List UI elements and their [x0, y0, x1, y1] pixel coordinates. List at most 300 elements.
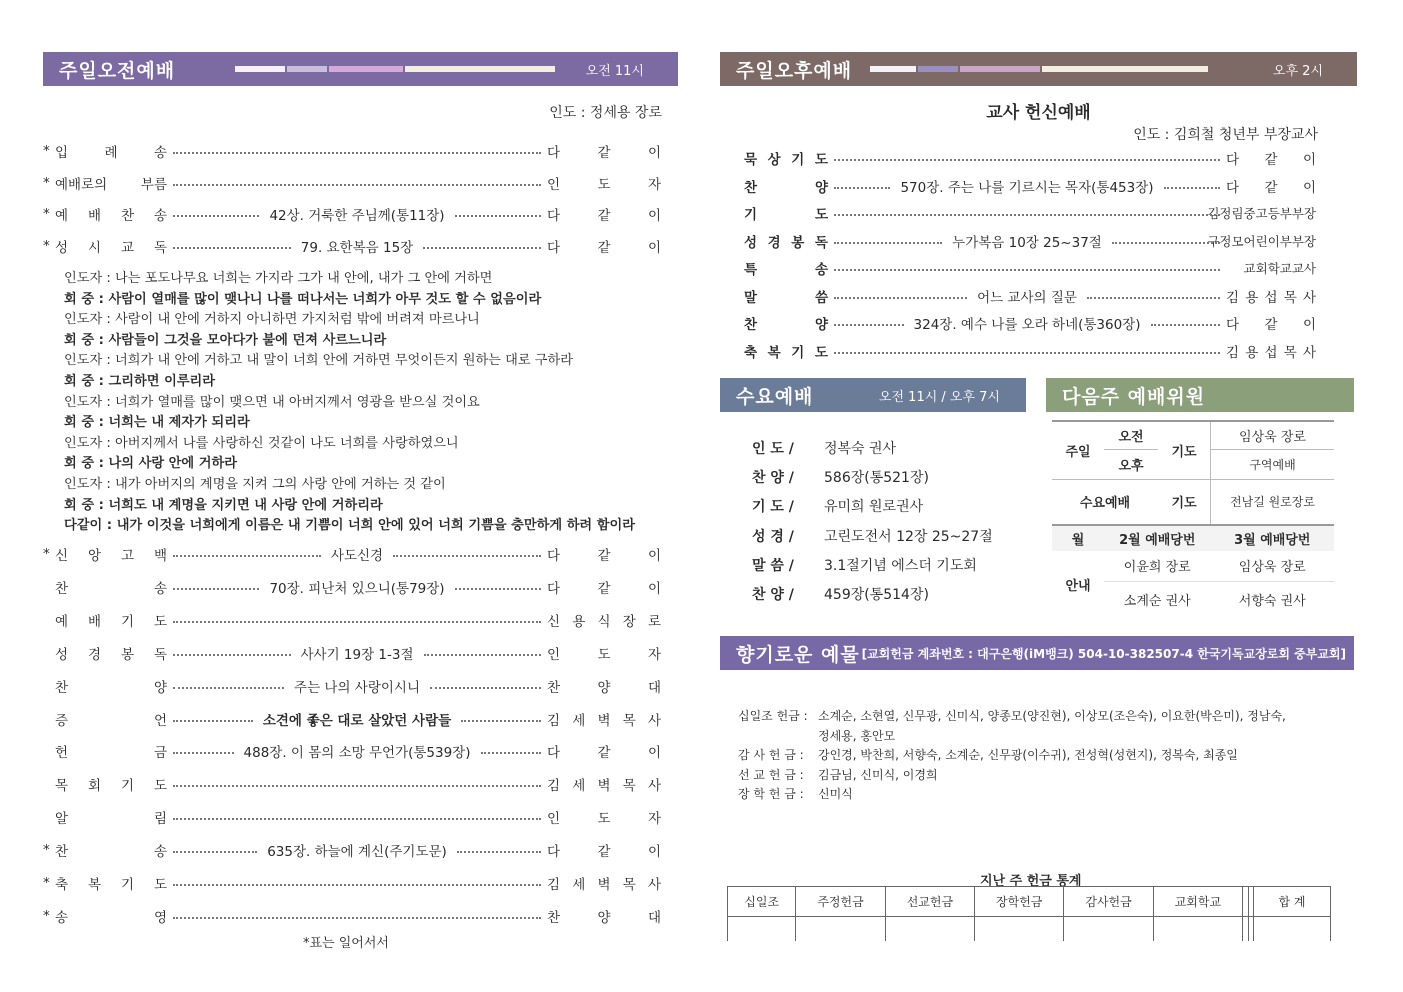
item-label-char: 기: [120, 778, 135, 795]
item-label-char: 도: [814, 152, 828, 168]
item-person: [547, 173, 661, 193]
item-person-char: 세: [572, 877, 586, 893]
item-label: [55, 807, 167, 827]
item-person-char: 같: [597, 208, 611, 224]
item-person-char: 다: [1226, 317, 1240, 333]
item-person-char: 찬: [547, 679, 561, 696]
item-label-char: 배: [87, 208, 102, 224]
item-person-char: 이: [647, 548, 661, 564]
stats-value-cell: [796, 917, 885, 941]
item-person-char: 다: [547, 745, 561, 762]
header-stripe-3: [329, 66, 403, 72]
dotted-leader: [455, 588, 541, 590]
item-person-char: 목: [622, 712, 636, 729]
afternoon-order-item: [744, 258, 1316, 278]
item-person: [1226, 313, 1316, 333]
item-label-char: 도: [814, 207, 828, 223]
wednesday-row-value: 3.1절기념 에스더 기도회: [824, 557, 977, 574]
order-item: [43, 236, 661, 256]
offering-names: 김금님, 신미식, 이경희: [818, 767, 938, 782]
header-stripe-3: [960, 66, 1040, 72]
item-person-char: 식: [597, 613, 611, 630]
responsive-line: [64, 349, 573, 368]
item-person-char: 사: [647, 877, 661, 893]
reading-text: 나의 사랑 안에 거하라: [108, 456, 237, 472]
item-label-char: 봉: [791, 234, 805, 251]
item-person-char: 김: [1226, 344, 1240, 361]
offering-names: 강인경, 박찬희, 서향숙, 소계순, 신무광(이수귀), 전성혁(성현지), 정복숙, 최종일: [818, 748, 1238, 763]
item-label-char: 성: [744, 234, 758, 251]
month-label: 월: [1052, 525, 1104, 551]
item-label-char: 예: [55, 208, 69, 224]
item-person: [547, 544, 661, 564]
item-person-char: 같: [1264, 152, 1278, 168]
item-person: [1226, 176, 1316, 196]
afternoon-order-item: [744, 313, 1316, 333]
offering-type-label: 감 사 헌 금 :: [738, 748, 804, 763]
item-person-char: 같: [597, 145, 611, 161]
dotted-leader: [173, 851, 257, 853]
reading-text: 사람이 내 안에 거하지 아니하면 가지처럼 밖에 버려져 마르나니: [115, 312, 480, 328]
item-label-char: 영: [153, 909, 167, 926]
afternoon-leader: 인도 : 김희철 청년부 부장교사: [1133, 127, 1318, 143]
reading-text: 내가 아버지의 계명을 지켜 그의 사랑 안에 거하는 것 같이: [115, 477, 446, 492]
item-detail: 소견에 좋은 대로 살았던 사람들: [262, 712, 452, 729]
item-label-char: 복: [767, 344, 781, 361]
item-detail: 79. 요한복음 15장: [300, 239, 414, 256]
reading-text: 내가 이것을 너희에게 이름은 내 기쁨이 너희 안에 있어 너희 기쁨을 충만하게 하려 함이라: [116, 518, 635, 534]
item-label-char: 기: [791, 344, 805, 361]
item-label-char: 경: [767, 234, 781, 251]
prayer-label: 기도: [1158, 421, 1211, 479]
stats-header-cell: 교회학교: [1153, 887, 1242, 917]
standing-mark: *: [43, 237, 50, 254]
item-person-char: 자: [647, 811, 661, 828]
order-item: [43, 676, 661, 696]
order-item: [43, 807, 661, 827]
dotted-leader: [461, 720, 541, 722]
wednesday-row-value: 정복숙 권사: [824, 441, 897, 457]
item-label-char: 찬: [744, 179, 758, 196]
afternoon-subtitle: 교사 헌신예배: [986, 103, 1091, 123]
item-label-char: 기: [744, 207, 758, 223]
item-person-char: 찬: [547, 909, 561, 926]
item-label-char: 회: [87, 778, 102, 795]
item-label: [55, 906, 167, 926]
speaker-label: 인도자 :: [64, 477, 116, 492]
next-week-title: 다음주 예배위원: [1062, 385, 1206, 408]
item-detail: 42상. 거룩한 주님께(통11장): [269, 208, 445, 224]
wednesday-row-label: 기 도 /: [752, 499, 794, 516]
dotted-leader: [1164, 187, 1220, 189]
item-person-char: 용: [1245, 289, 1259, 306]
item-person: [547, 840, 661, 860]
morning-service-header: [43, 52, 678, 86]
stats-value-cell: [975, 917, 1064, 941]
item-label-char: 송: [814, 262, 828, 278]
item-person: [547, 676, 661, 696]
afternoon-service-time: 오후 2시: [1272, 63, 1323, 79]
item-person-char: 김: [1226, 289, 1240, 306]
dotted-leader: [430, 687, 541, 689]
am-label: 오전: [1104, 421, 1158, 449]
item-detail: 70장. 피난처 있으니(통79장): [269, 580, 445, 597]
wednesday-row: [752, 438, 896, 458]
item-label-char: 성: [55, 646, 69, 663]
item-person-char: 벽: [597, 877, 611, 893]
wednesday-row-value: 586장(통521장): [824, 470, 929, 487]
stats-header-cell: 장학헌금: [975, 887, 1064, 917]
item-person-char: 목: [622, 877, 636, 893]
dotted-leader: [173, 621, 541, 623]
responsive-line: [64, 514, 635, 533]
item-label-char: 찬: [120, 208, 135, 224]
item-detail: 어느 교사의 질문: [977, 289, 1077, 306]
item-label: [55, 173, 167, 193]
speaker-label: 회 중 :: [64, 497, 109, 513]
dotted-leader: [1112, 242, 1220, 244]
item-label-char: 양: [153, 679, 167, 696]
item-person-char: 이: [647, 844, 661, 861]
dotted-leader: [393, 555, 541, 557]
reading-text: 사람들이 그것을 모아다가 불에 던져 사르느니라: [108, 332, 387, 348]
standing-footnote: *표는 일어서서: [303, 936, 389, 951]
order-item: [43, 173, 661, 193]
item-person: [547, 906, 661, 926]
item-label-char: 부름: [140, 176, 167, 193]
item-person-char: 세: [572, 712, 586, 729]
item-person-char: 양: [597, 679, 611, 696]
item-label-char: 양: [814, 317, 828, 333]
item-label: [744, 176, 828, 196]
item-person-char: 세: [572, 778, 586, 795]
offering-stats-title: 지난 주 헌금 통계: [980, 874, 1082, 889]
wednesday-row-label: 성 경 /: [752, 528, 794, 545]
item-person-char: 양: [597, 909, 611, 926]
speaker-label: 회 중 :: [64, 415, 109, 431]
guide-label: 안내: [1065, 578, 1091, 594]
item-label-char: 씀: [814, 289, 828, 306]
stats-header-cell: 합 계: [1254, 887, 1331, 917]
dotted-leader: [481, 752, 542, 754]
reading-text: 너희도 내 계명을 지키면 내 사랑 안에 거하리라: [108, 497, 383, 513]
item-label-char: 기: [120, 613, 135, 630]
stats-value-cell: [728, 917, 796, 941]
item-label-char: 축: [744, 344, 758, 361]
item-label-char: 독: [814, 234, 828, 251]
wednesday-row: [752, 526, 993, 546]
offering-header: [720, 636, 1354, 670]
item-label-char: 예: [55, 613, 69, 630]
item-label: [55, 840, 167, 860]
responsive-line: [64, 370, 215, 389]
item-label-char: 독: [153, 646, 167, 663]
dotted-leader: [455, 215, 541, 217]
dotted-leader: [173, 720, 253, 722]
dotted-leader: [173, 687, 284, 689]
item-label-char: 증: [55, 712, 69, 729]
item-person-char: 벽: [597, 712, 611, 729]
order-item: [43, 544, 661, 564]
wednesday-service-header: [720, 378, 1026, 412]
item-detail: 570장. 주는 나를 기르시는 목자(통453장): [900, 179, 1154, 196]
standing-mark: *: [43, 546, 50, 562]
wednesday-row: [752, 467, 929, 487]
dotted-leader: [834, 269, 1220, 271]
item-person-char: 김: [547, 712, 561, 729]
item-label-char: 림: [153, 811, 167, 828]
reading-text: 너희가 열매를 많이 맺으면 내 아버지께서 영광을 받으실 것이요: [115, 394, 480, 410]
dotted-leader: [457, 851, 541, 853]
speaker-label: 회 중 :: [64, 456, 109, 472]
dotted-leader: [173, 152, 541, 154]
stats-value-cell: [1064, 917, 1153, 941]
mar-guide-1: 임상욱 장로: [1211, 551, 1335, 581]
next-week-header: [1046, 378, 1354, 412]
item-person-char: 이: [647, 239, 661, 256]
dotted-leader: [173, 752, 234, 754]
responsive-line: [64, 432, 459, 451]
item-person-char: 도: [597, 176, 611, 193]
pm-label: 오후: [1118, 458, 1144, 474]
morning-service-title: 주일오전예배: [59, 59, 176, 82]
item-person: 김정림중고등부부장: [1207, 206, 1316, 221]
item-label-char: 알: [55, 811, 69, 828]
item-detail: 누가복음 10장 25~37절: [952, 234, 1102, 251]
morning-service-time: 오전 11시: [585, 63, 644, 79]
dotted-leader: [1087, 297, 1220, 299]
item-person-char: 장: [622, 613, 636, 630]
item-label: [55, 676, 167, 696]
responsive-line: [64, 267, 492, 286]
afternoon-service-title: 주일오후예배: [736, 59, 853, 82]
standing-mark: *: [43, 174, 50, 191]
item-label: [55, 709, 167, 729]
item-label-char: 앙: [87, 548, 102, 564]
dotted-leader: [423, 247, 541, 249]
item-person-char: 대: [647, 679, 661, 696]
morning-leader: 인도 : 정세용 장로: [549, 105, 662, 121]
offering-names: 정세용, 홍안모: [818, 728, 896, 743]
item-label-char: 입: [55, 145, 69, 161]
item-person-char: 벽: [597, 778, 611, 795]
item-label-char: 도: [153, 778, 167, 795]
offering-names: 신미식: [818, 787, 853, 802]
stats-value-cell: [885, 917, 974, 941]
responsive-line: [64, 411, 250, 430]
stats-header-cell: 주정헌금: [796, 887, 885, 917]
afternoon-order-item: [744, 203, 1316, 223]
item-label-char: 봉: [120, 646, 135, 663]
item-person-char: 용: [572, 613, 586, 630]
offering-line: [738, 707, 1286, 724]
wednesday-service-title: 수요예배: [736, 385, 814, 408]
item-label: [55, 236, 167, 256]
wednesday-row-value: 459장(통514장): [824, 587, 929, 603]
item-label-char: 금: [153, 745, 167, 762]
dotted-leader: [173, 588, 259, 590]
item-person-char: 섭: [1264, 344, 1278, 361]
item-person-char: 같: [1264, 317, 1278, 333]
item-label-char: 기: [120, 877, 135, 893]
item-person: [547, 643, 661, 663]
dotted-leader: [173, 215, 259, 217]
pm-prayer-person: 구역예배: [1211, 449, 1335, 479]
order-item: [43, 709, 661, 729]
wednesday-row-label: 인 도 /: [752, 441, 794, 457]
item-label: [744, 341, 828, 361]
afternoon-order-item: [744, 176, 1316, 196]
order-item: [43, 774, 661, 794]
item-label-char: 축: [55, 877, 69, 893]
item-label-char: 상: [767, 152, 781, 168]
item-person-char: 섭: [1264, 289, 1278, 306]
item-person: [547, 774, 661, 794]
item-label: [55, 141, 167, 161]
item-label: [55, 741, 167, 761]
item-person-char: 도: [597, 811, 611, 828]
item-person-char: 사: [647, 712, 661, 729]
speaker-label: 인도자 :: [64, 394, 116, 410]
responsive-line: [64, 473, 446, 492]
item-label-char: 찬: [744, 317, 758, 333]
item-person-char: 이: [647, 580, 661, 597]
item-person-char: 이: [1302, 317, 1316, 333]
speaker-label: 회 중 :: [64, 291, 109, 307]
order-item: [43, 643, 661, 663]
item-label-char: 찬: [55, 679, 69, 696]
dotted-leader: [834, 242, 942, 244]
speaker-label: 인도자 :: [64, 353, 116, 369]
item-label-char: 독: [153, 239, 167, 256]
header-stripe-4: [405, 66, 555, 72]
stats-header-row: [728, 887, 1331, 917]
item-person-char: 같: [597, 548, 611, 564]
item-person-char: 목: [1283, 344, 1297, 361]
item-detail: 사도신경: [330, 548, 384, 564]
feb-guide-2: 소계순 권사: [1123, 593, 1191, 609]
item-person: [1226, 286, 1316, 306]
order-item: [43, 741, 661, 761]
standing-mark: *: [43, 206, 50, 222]
wednesday-row: [752, 496, 923, 516]
dotted-leader: [1151, 324, 1221, 326]
item-person-char: 사: [1302, 344, 1316, 361]
item-label-char: 묵: [744, 152, 758, 168]
item-label-char: 기: [791, 152, 805, 168]
item-label: [55, 577, 167, 597]
next-week-committee-table: [1052, 420, 1334, 617]
wednesday-service-time: 오전 11시 / 오후 7시: [878, 389, 1000, 405]
afternoon-order-item: [744, 286, 1316, 306]
feb-guide-1: 이윤희 장로: [1104, 551, 1211, 581]
item-person-char: 같: [597, 580, 611, 597]
item-label: [744, 286, 828, 306]
item-label-char: 특: [744, 262, 758, 278]
item-person: 교회학교교사: [1243, 261, 1316, 276]
item-detail: 635장. 하늘에 계신(주기도문): [267, 844, 447, 861]
item-label-char: 도: [153, 613, 167, 630]
item-person-char: 인: [547, 176, 561, 193]
wednesday-row: [752, 555, 977, 575]
am-prayer-person: 임상욱 장로: [1211, 421, 1335, 449]
item-person: [547, 141, 661, 161]
header-stripe-2: [918, 66, 958, 72]
item-label-char: 백: [153, 548, 167, 564]
wednesday-label: 수요예배: [1052, 479, 1158, 525]
reading-text: 너희는 내 제자가 되리라: [108, 415, 250, 431]
item-label-char: 송: [153, 580, 167, 597]
dotted-leader: [834, 352, 1220, 354]
responsive-line: [64, 391, 480, 410]
item-person-char: 이: [1302, 152, 1316, 168]
item-person-char: 로: [647, 613, 661, 630]
stats-value-row: [728, 917, 1331, 941]
offering-type-label: [738, 727, 818, 744]
dotted-leader: [834, 214, 1220, 216]
item-label-char: 배: [87, 613, 102, 630]
item-person: [1226, 341, 1316, 361]
afternoon-order-item: [744, 148, 1316, 168]
dotted-leader: [424, 654, 542, 656]
item-person-char: 다: [547, 208, 561, 224]
speaker-label: 인도자 :: [64, 435, 116, 451]
item-person: [547, 709, 661, 729]
item-label: [744, 258, 828, 278]
header-stripe-2: [287, 66, 327, 72]
item-label-char: 복: [87, 877, 102, 893]
item-label: [744, 313, 828, 333]
item-label-char: 송: [55, 909, 69, 926]
dotted-leader: [173, 785, 541, 787]
item-person-char: 같: [1264, 179, 1278, 196]
item-person: 구정모어린이부부장: [1207, 233, 1316, 249]
item-label: [744, 203, 828, 223]
dotted-leader: [834, 297, 967, 299]
responsive-line: [64, 288, 541, 307]
item-person-char: 다: [1226, 152, 1240, 168]
dotted-leader: [173, 247, 291, 249]
responsive-line: [64, 452, 237, 471]
reading-text: 너희가 내 안에 거하고 내 말이 너희 안에 거하면 무엇이든지 원하는 대로 구하라: [115, 353, 573, 369]
offering-type-label: 십일조 헌금 :: [738, 709, 808, 723]
item-person-char: 자: [647, 646, 661, 663]
item-detail: 주는 나의 사랑이시니: [294, 679, 420, 696]
item-person: [547, 610, 661, 630]
item-label-char: 도: [153, 877, 167, 893]
standing-mark: *: [43, 842, 50, 859]
item-label-char: 언: [153, 712, 167, 729]
item-label: [55, 643, 167, 663]
dotted-leader: [173, 654, 291, 656]
mar-guide-2: 서향숙 권사: [1238, 593, 1306, 609]
responsive-line: [64, 494, 383, 513]
item-person-char: 사: [647, 778, 661, 795]
order-item: [43, 204, 661, 224]
item-person-char: 다: [547, 239, 561, 256]
order-item: [43, 577, 661, 597]
header-stripe-1: [235, 66, 285, 72]
item-label-char: 말: [744, 289, 758, 306]
item-label: [744, 148, 828, 168]
item-label-char: 헌: [55, 745, 69, 762]
item-label-char: 찬: [55, 844, 69, 861]
offering-title: 향기로운 예물: [736, 643, 860, 666]
wednesday-row-label: 찬 양 /: [752, 587, 794, 603]
item-label: [55, 774, 167, 794]
item-label-char: 목: [55, 778, 69, 795]
offering-stats-table: [727, 886, 1331, 941]
